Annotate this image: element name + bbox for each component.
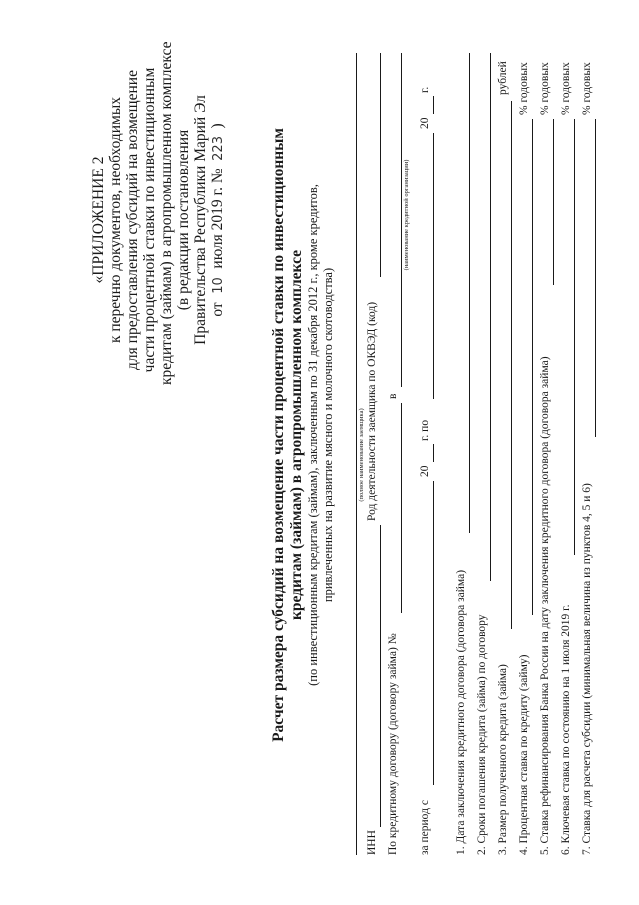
period-to-suffix: г. [419,86,431,93]
appendix-line: кредитам (займам) в агропромышленном комплексе [158,41,175,385]
date-number: 223 [211,136,226,161]
calculation-title-block [270,55,336,815]
appendix-title: «ПРИЛОЖЕНИЕ 2 [90,156,107,284]
item-6-unit: % годовых [560,62,572,115]
item-5-field[interactable] [553,119,554,285]
period-to-year-field[interactable] [433,96,434,114]
document-subtitle: (по инвестиционным кредитам (займам), заключенным по 31 декабря 2012 г., кроме кредитов, [306,184,320,686]
item-6-label: 6. Ключевая ставка по состоянию на 1 июля 2019 г. [560,604,572,855]
activity-label: Род деятельности заемщика по ОКВЭД (код) [366,301,378,521]
contract-number-field[interactable] [401,403,402,613]
period-end-day-field[interactable] [433,133,434,399]
date-day: 10 [211,277,226,294]
date-middle: июля 2019 г. № [209,168,226,269]
document-title-continued: кредитам (займам) в агропромышленном комплексе [288,249,305,621]
inn-label: ИНН [366,830,378,855]
item-2-field[interactable] [490,53,491,581]
borrower-name-line[interactable] [356,53,357,855]
item-2-label: 2. Сроки погашения кредита (займа) по договору [476,614,488,855]
borrower-name-caption: (полное наименование заемщика) [358,408,365,502]
credit-organization-caption: (наименование кредитной организации) [403,159,410,271]
appendix-line: части процентной ставки по инвестиционным [141,67,158,373]
item-4-unit: % годовых [518,62,530,115]
item-3-field[interactable] [511,101,512,629]
item-4-field[interactable] [532,119,533,615]
period-from-year: 20 [419,465,431,477]
document-subtitle-continued: привлеченных на развитие мясного и молочного скотоводства) [321,267,335,603]
inn-field[interactable] [380,525,381,827]
contract-in-label: в [387,393,399,399]
item-7-field[interactable] [595,119,596,437]
item-5-unit: % годовых [539,62,551,115]
item-1-label: 1. Дата заключения кредитного договора (договора займа) [455,569,467,855]
period-from-label: за период с [419,800,431,855]
date-suffix: ) [209,123,226,129]
appendix-date-line [209,55,227,385]
period-to-label: г. по [419,419,431,441]
appendix-line: к перечню документов, необходимых [107,96,124,344]
appendix-line: для предоставления субсидий на возмещение [124,70,141,370]
item-3-unit: рублей [497,61,509,95]
date-prefix: от [209,302,226,317]
item-3-label: 3. Размер полученного кредита (займа) [497,664,509,855]
contract-label: По кредитному договору (договору займа) № [387,633,399,855]
document-title: Расчет размера субсидий на возмещение части процентной ставки по инвестиционным [270,128,287,742]
item-5-label: 5. Ставка рефинансирования Банка России на дату заключения кредитного договора (договора займа) [539,356,551,855]
appendix-line: (в редакции постановления [175,129,192,311]
item-7-unit: % годовых [581,62,593,115]
activity-code-field[interactable] [380,53,381,277]
item-4-label: 4. Процентная ставка по кредиту (займу) [518,654,530,855]
item-7-label: 7. Ставка для расчета субсидии (минимальная величина из пунктов 4, 5 и 6) [581,483,593,855]
item-1-field[interactable] [469,53,470,533]
appendix-header [90,41,227,385]
period-start-day-field[interactable] [433,481,434,785]
credit-organization-field[interactable] [401,53,402,387]
appendix-line: Правительства Республики Марий Эл [192,95,209,345]
period-from-year-field[interactable] [433,444,434,462]
period-to-year: 20 [419,117,431,129]
item-6-field[interactable] [574,119,575,555]
